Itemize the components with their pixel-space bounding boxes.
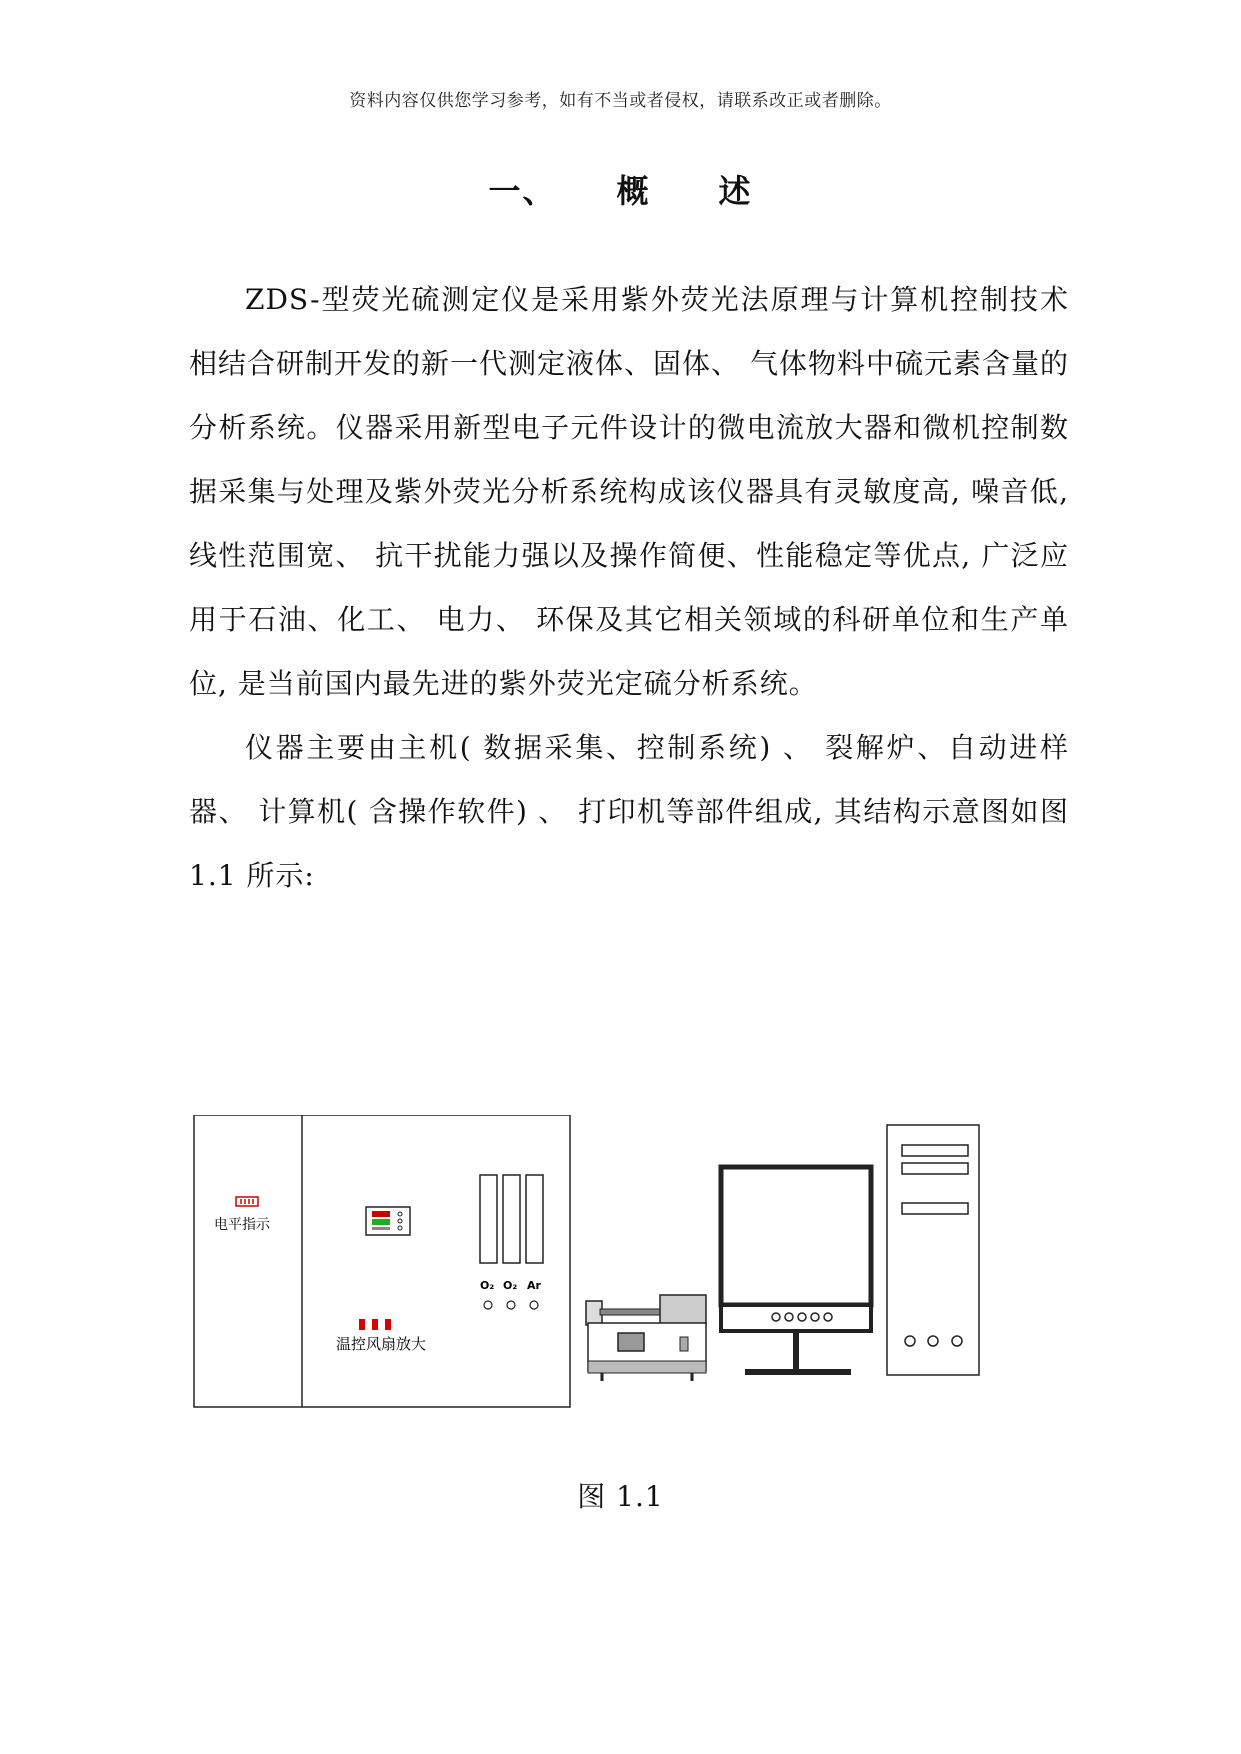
paragraph-components: 仪器主要由主机( 数据采集、控制系统) 、 裂解炉、自动进样器、 计算机( 含操作软件) 、 打印机等部件组成, 其结构示意图如图 1.1 所示: <box>189 731 1069 892</box>
gas-label-ar: Ar <box>527 1279 541 1292</box>
temp-led-2 <box>372 1319 378 1330</box>
section-title <box>0 166 1241 212</box>
figure-caption: 图 1.1 <box>577 1480 664 1513</box>
header-note: 资料内容仅供您学习参考，如有不当或者侵权，请联系改正或者删除。 <box>349 91 892 111</box>
temp-fan-amp-label: 温控风扇放大 <box>336 1335 427 1353</box>
temp-led-3 <box>385 1319 391 1330</box>
figure-1-1 <box>190 1115 1040 1430</box>
flowmeter-3 <box>526 1175 543 1263</box>
control-panel-display <box>366 1207 410 1235</box>
paragraph-intro: ZDS-型荧光硫测定仪是采用紫外荧光法原理与计算机控制技术相结合研制开发的新一代测定液体、固体、 气体物料中硫元素含量的分析系统。仪器采用新型电子元件设计的微电流放大器和微机控制数据采集与处理及紫外荧光分析系统构成该仪器具有灵敏度高, 噪音低, 线性范围宽、 抗干扰能力强以及操作简便、性能稳定等优点, 广泛应用于石油、化工、 电力、 环保及其它相关领域的科研单位和生产单位, 是当前国内最先进的紫外荧光定硫分析系统。 <box>189 283 1069 700</box>
monitor <box>721 1167 871 1375</box>
main-host-unit <box>194 1115 570 1407</box>
level-led-display <box>236 1197 258 1206</box>
auto-sampler <box>586 1295 706 1381</box>
flowmeter-1 <box>480 1175 497 1263</box>
section-title-text: 概 述 <box>616 172 753 210</box>
body-text <box>189 268 1069 908</box>
temp-led-1 <box>359 1319 365 1330</box>
gas-label-o2-b: O₂ <box>503 1279 518 1292</box>
pc-tower <box>887 1125 979 1375</box>
gas-label-o2-a: O₂ <box>480 1279 495 1292</box>
flowmeter-2 <box>503 1175 520 1263</box>
section-number: 一、 <box>488 172 557 210</box>
level-indicator-label: 电平指示 <box>214 1217 270 1233</box>
